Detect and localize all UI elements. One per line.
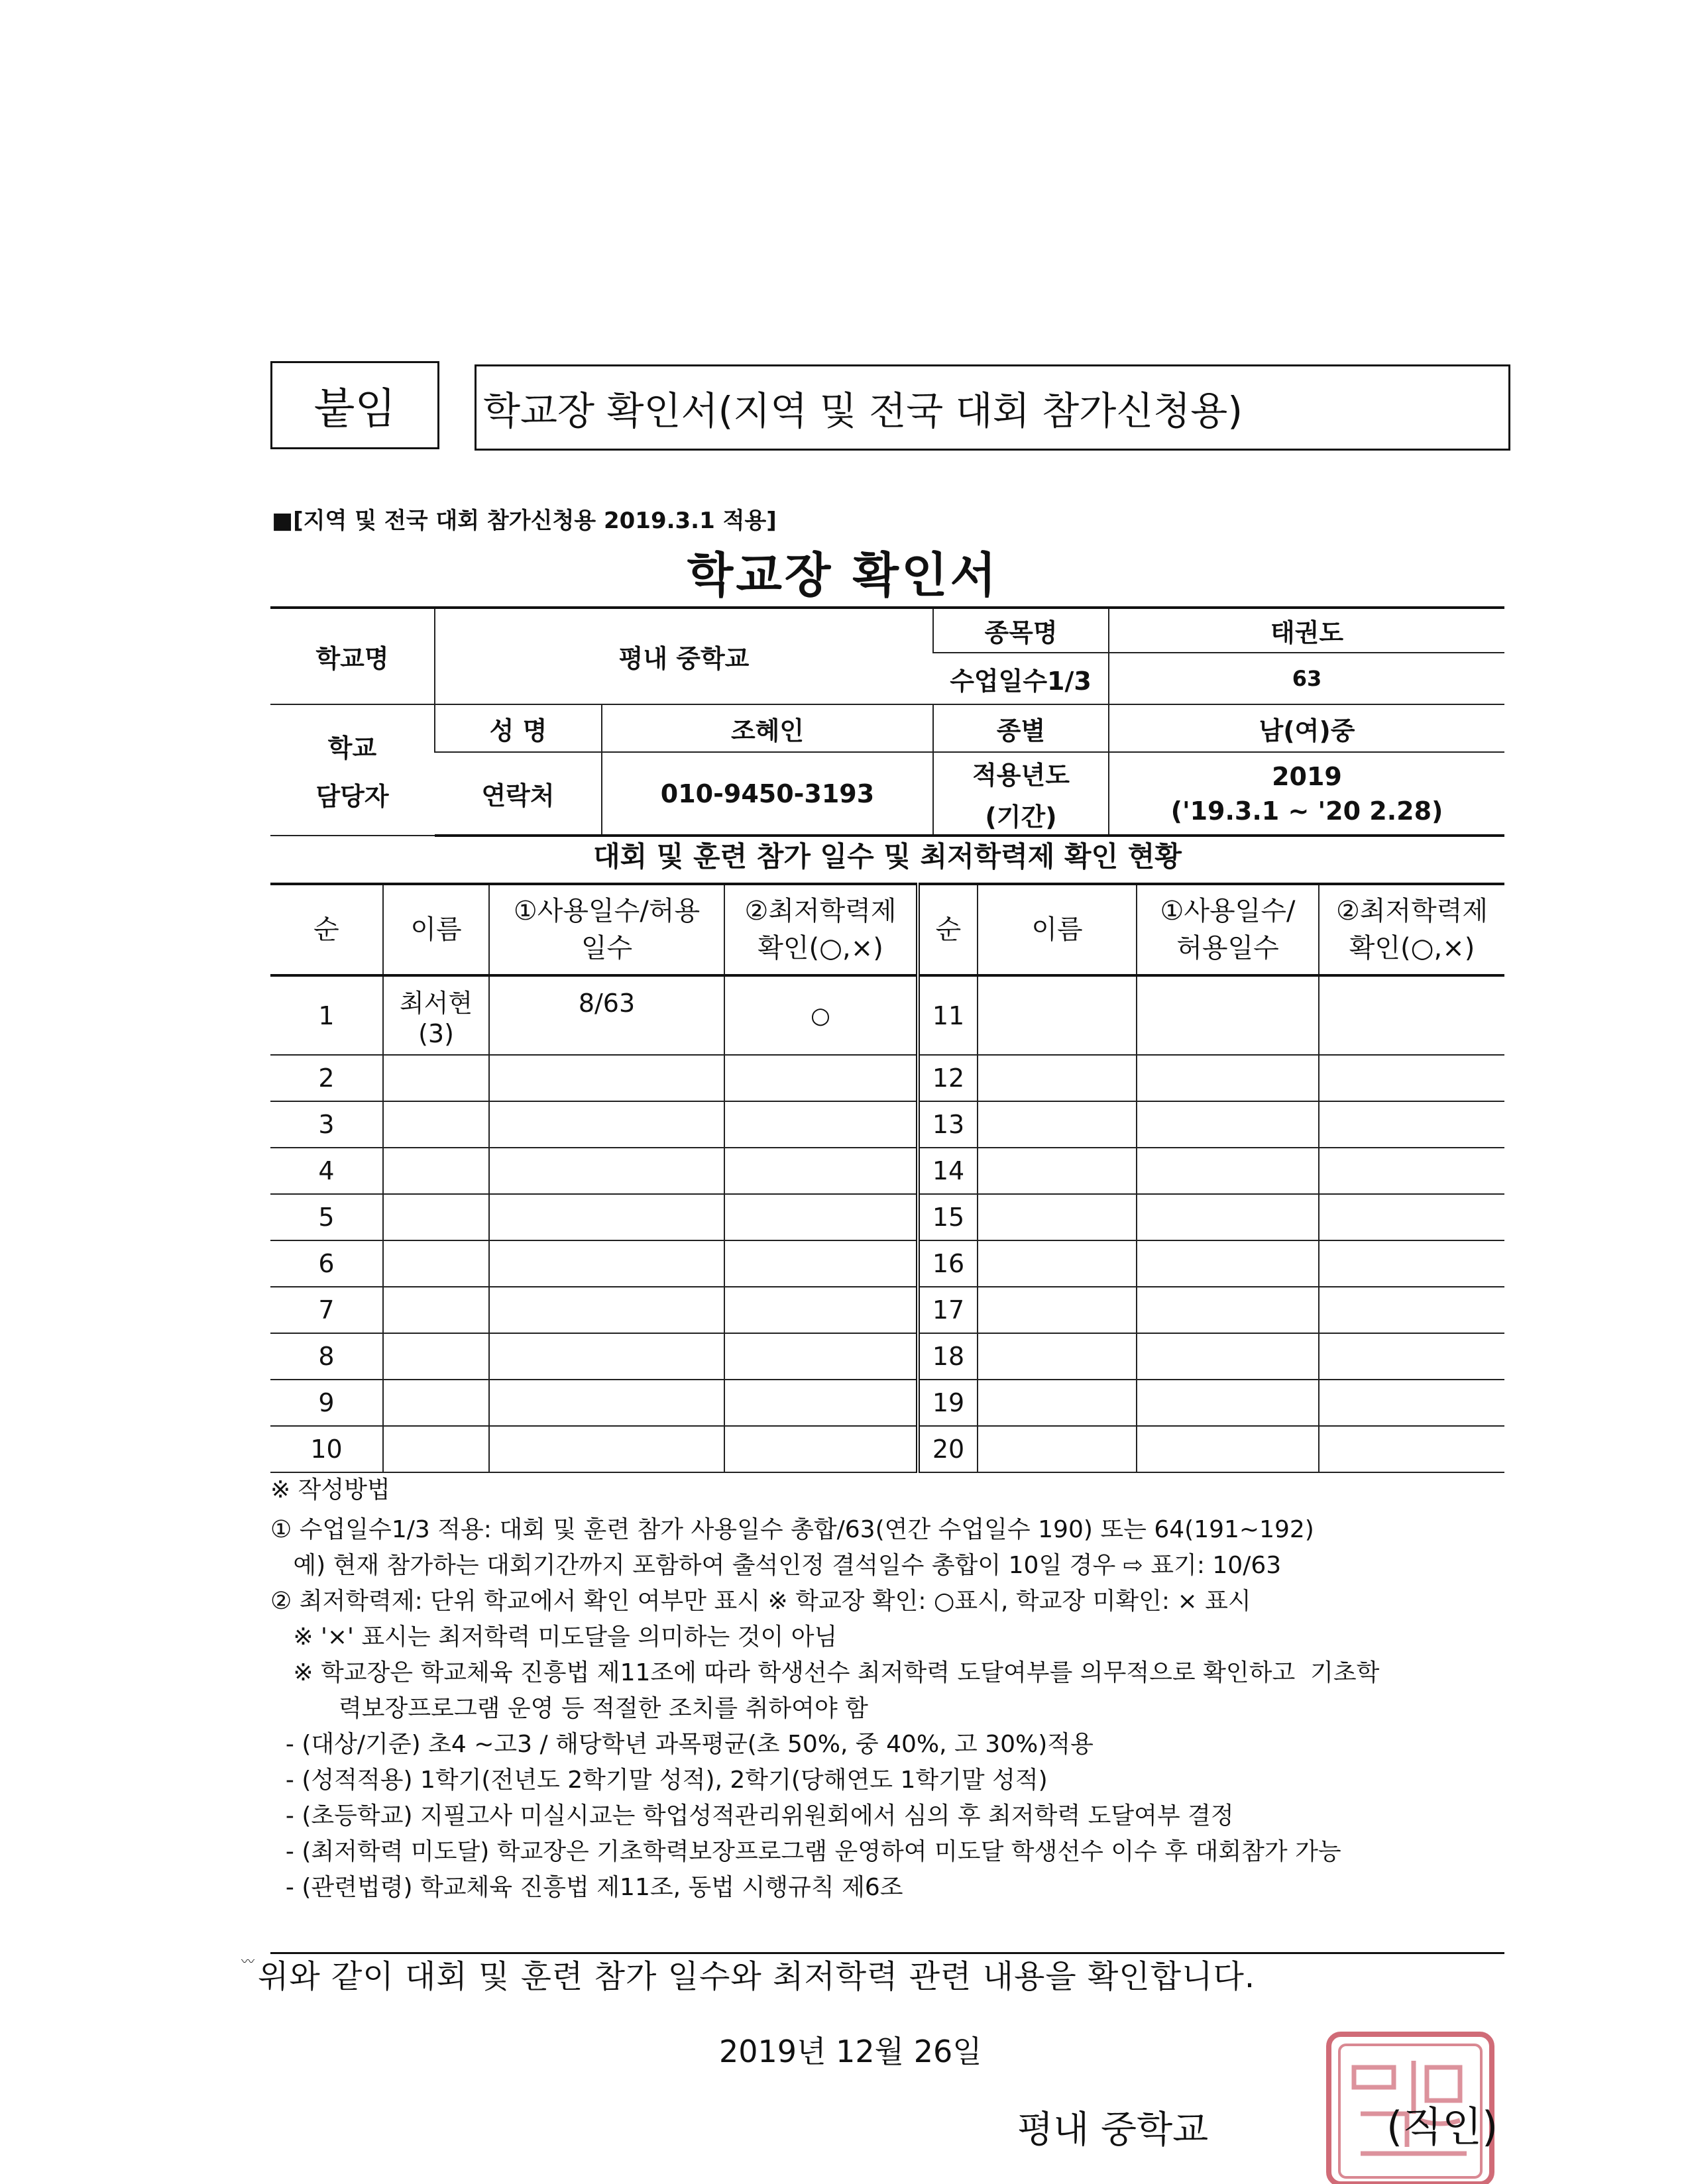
header-days: [489, 884, 724, 975]
note-line: ※ '×' 표시는 최저학력 미도달을 의미하는 것이 아님: [270, 1623, 838, 1651]
note-line: ① 수업일수1/3 적용: 대회 및 훈련 참가 사용일수 총합/63(연간 수업일수 190) 또는 64(191~192): [270, 1516, 1314, 1543]
header-check-right-line1: ②최저학력제: [1335, 896, 1489, 926]
row-days: 8/63: [489, 975, 724, 1055]
row-days: [489, 1333, 724, 1380]
staff-label-line1: 학교: [327, 734, 377, 763]
row-name-right: [978, 1055, 1137, 1101]
row-name-right: [978, 1426, 1137, 1472]
participation-table: [270, 883, 1504, 1473]
row-no: 6: [270, 1240, 383, 1287]
header-check-line2: 확인(○,×): [758, 933, 883, 963]
notes-heading: ※ 작성방법: [270, 1476, 390, 1503]
school-signature: 평내 중학교: [1017, 2108, 1209, 2152]
row-days-right: [1137, 1055, 1319, 1101]
table-row: [270, 975, 1504, 1055]
row-check-right: [1319, 1287, 1504, 1333]
row-check-right: [1319, 1101, 1504, 1148]
year-label-line2: (기간): [985, 802, 1057, 832]
row-name: [383, 1101, 489, 1148]
row-days: [489, 1101, 724, 1148]
attachment-label: 붙임: [270, 361, 439, 449]
class-days-label: 수업일수1/3: [933, 653, 1109, 704]
page-title: 학교장 확인서: [687, 547, 999, 603]
row-check: [724, 1240, 918, 1287]
row-name-right: [978, 975, 1137, 1055]
note-line: - (대상/기준) 초4 ~고3 / 해당학년 과목평균(초 50%, 중 40%, 고 30%)적용: [270, 1731, 1094, 1758]
contact-value: 010-9450-3193: [602, 752, 933, 836]
row-days-right: [1137, 1148, 1319, 1194]
row-name: [383, 1426, 489, 1472]
year-value-line1: 2019: [1272, 761, 1342, 791]
row-name: [383, 1148, 489, 1194]
row-check: [724, 1426, 918, 1472]
header-days-right-line1: ①사용일수/: [1160, 896, 1296, 926]
note-line: - (관련법령) 학교체육 진흥법 제11조, 동법 시행규칙 제6조: [270, 1874, 903, 1901]
row-days: [489, 1148, 724, 1194]
row-name: [383, 1055, 489, 1101]
row-no: 2: [270, 1055, 383, 1101]
staff-label: [270, 704, 435, 836]
row-check: [724, 1101, 918, 1148]
applicability-note: ■[지역 및 전국 대회 참가신청용 2019.3.1 적용]: [272, 508, 777, 534]
table-row: [270, 1148, 1504, 1194]
confirmation-text: 위와 같이 대회 및 훈련 참가 일수와 최저학력 관련 내용을 확인합니다.: [258, 1958, 1256, 1995]
note-line: - (초등학교) 지필고사 미실시교는 학업성적관리위원회에서 심의 후 최저학력 도달여부 결정: [270, 1802, 1234, 1829]
row-no: 3: [270, 1101, 383, 1148]
note-line: 력보장프로그램 운영 등 적절한 조치를 취하여야 함: [270, 1695, 868, 1722]
note-line: ※ 학교장은 학교체육 진흥법 제11조에 따라 학생선수 최저학력 도달여부를 의무적으로 확인하고 기초학: [270, 1659, 1380, 1686]
row-no-right: 13: [918, 1101, 978, 1148]
row-check-right: [1319, 1333, 1504, 1380]
header-days-line2: 일수: [581, 933, 633, 963]
row-check-right: [1319, 1380, 1504, 1426]
row-check-right: [1319, 1055, 1504, 1101]
header-days-line1: ①사용일수/허용: [513, 896, 701, 926]
school-name-label: 학교명: [270, 608, 435, 704]
row-name: [383, 975, 489, 1055]
row-days-right: [1137, 1101, 1319, 1148]
row-no: 9: [270, 1380, 383, 1426]
row-name-right: [978, 1333, 1137, 1380]
row-name-right: [978, 1287, 1137, 1333]
row-days: [489, 1194, 724, 1240]
row-no-right: 18: [918, 1333, 978, 1380]
note-line: ② 최저학력제: 단위 학교에서 확인 여부만 표시 ※ 학교장 확인: ○표시, 학교장 미확인: × 표시: [270, 1588, 1251, 1615]
row-no: 1: [270, 975, 383, 1055]
row-name: [383, 1287, 489, 1333]
row-name-line1: 최서현: [399, 989, 473, 1018]
header-check-right: [1319, 884, 1504, 975]
row-days-right: [1137, 975, 1319, 1055]
row-no-right: 15: [918, 1194, 978, 1240]
header-no: 순: [270, 884, 383, 975]
row-check: [724, 1194, 918, 1240]
header-no-right: 순: [918, 884, 978, 975]
row-name: [383, 1333, 489, 1380]
row-name: [383, 1194, 489, 1240]
row-days-right: [1137, 1380, 1319, 1426]
row-name-right: [978, 1380, 1137, 1426]
table-row: [270, 1380, 1504, 1426]
table-row: [270, 1333, 1504, 1380]
table-row: [270, 1055, 1504, 1101]
document-title: 학교장 확인서(지역 및 전국 대회 참가신청용): [475, 364, 1510, 451]
school-info-table: [270, 606, 1504, 837]
row-check-right: [1319, 975, 1504, 1055]
category-label: 종별: [933, 704, 1109, 752]
header-check-line1: ②최저학력제: [744, 896, 897, 926]
row-days: [489, 1287, 724, 1333]
row-check: [724, 1287, 918, 1333]
row-check: [724, 1055, 918, 1101]
row-no: 10: [270, 1426, 383, 1472]
period-value: ('19.3.1 ~ '20 2.28): [1170, 796, 1443, 826]
row-days: [489, 1240, 724, 1287]
row-no-right: 11: [918, 975, 978, 1055]
row-days: [489, 1055, 724, 1101]
row-no: 5: [270, 1194, 383, 1240]
row-check: [724, 1333, 918, 1380]
issue-date: 2019년 12월 26일: [719, 2034, 982, 2069]
year-label: [933, 752, 1109, 836]
row-days-right: [1137, 1333, 1319, 1380]
row-no: 8: [270, 1333, 383, 1380]
row-days-right: [1137, 1240, 1319, 1287]
header-check-right-line2: 확인(○,×): [1349, 933, 1475, 963]
table-row: [270, 1194, 1504, 1240]
row-check-right: [1319, 1194, 1504, 1240]
year-value: [1109, 752, 1504, 836]
staff-label-line2: 담당자: [315, 782, 389, 811]
row-no: 7: [270, 1287, 383, 1333]
header-days-right-line2: 허용일수: [1176, 933, 1279, 963]
name-label: 성 명: [435, 704, 602, 752]
row-days-right: [1137, 1194, 1319, 1240]
row-no: 4: [270, 1148, 383, 1194]
section-title: 대회 및 훈련 참가 일수 및 최저학력제 확인 현황: [593, 840, 1182, 873]
school-name-value: 평내 중학교: [435, 608, 933, 704]
confirmation-statement: [241, 1951, 1255, 1996]
year-label-line1: 적용년도: [972, 760, 1070, 790]
header-days-right: [1137, 884, 1319, 975]
header-name: 이름: [383, 884, 489, 975]
row-days: [489, 1426, 724, 1472]
row-check: [724, 1148, 918, 1194]
row-name-right: [978, 1101, 1137, 1148]
row-check-right: [1319, 1240, 1504, 1287]
table-row: [270, 1101, 1504, 1148]
header-name-right: 이름: [978, 884, 1137, 975]
row-name-right: [978, 1240, 1137, 1287]
row-check-right: [1319, 1148, 1504, 1194]
table-row: [270, 1426, 1504, 1472]
row-check: ○: [724, 975, 918, 1055]
event-label: 종목명: [933, 608, 1109, 653]
name-value: 조혜인: [602, 704, 933, 752]
event-value: 태권도: [1109, 608, 1504, 653]
row-no-right: 14: [918, 1148, 978, 1194]
category-value: 남(여)중: [1109, 704, 1504, 752]
row-name: [383, 1380, 489, 1426]
row-check: [724, 1380, 918, 1426]
row-name: [383, 1240, 489, 1287]
table-row: [270, 1287, 1504, 1333]
row-name-line2: (3): [418, 1019, 454, 1048]
handwritten-scribble: 〰: [241, 1953, 255, 1969]
row-name-right: [978, 1194, 1137, 1240]
note-line: - (성적적용) 1학기(전년도 2학기말 성적), 2학기(당해연도 1학기말 성적): [270, 1767, 1048, 1794]
row-days-right: [1137, 1426, 1319, 1472]
row-days: [489, 1380, 724, 1426]
seal-label: (직인): [1386, 2102, 1498, 2151]
row-no-right: 16: [918, 1240, 978, 1287]
row-check-right: [1319, 1426, 1504, 1472]
contact-label: 연락처: [435, 752, 602, 836]
row-no-right: 12: [918, 1055, 978, 1101]
row-days-right: [1137, 1287, 1319, 1333]
note-line: - (최저학력 미도달) 학교장은 기초학력보장프로그램 운영하여 미도달 학생선수 이수 후 대회참가 가능: [270, 1838, 1341, 1865]
row-no-right: 20: [918, 1426, 978, 1472]
row-no-right: 17: [918, 1287, 978, 1333]
instructions: [270, 1472, 1504, 1906]
note-line: 예) 현재 참가하는 대회기간까지 포함하여 출석인정 결석일수 총합이 10일 경우 ⇨ 표기: 10/63: [270, 1552, 1282, 1579]
class-days-value: 63: [1109, 653, 1504, 704]
table-row: [270, 1240, 1504, 1287]
header-check: [724, 884, 918, 975]
row-no-right: 19: [918, 1380, 978, 1426]
row-name-right: [978, 1148, 1137, 1194]
